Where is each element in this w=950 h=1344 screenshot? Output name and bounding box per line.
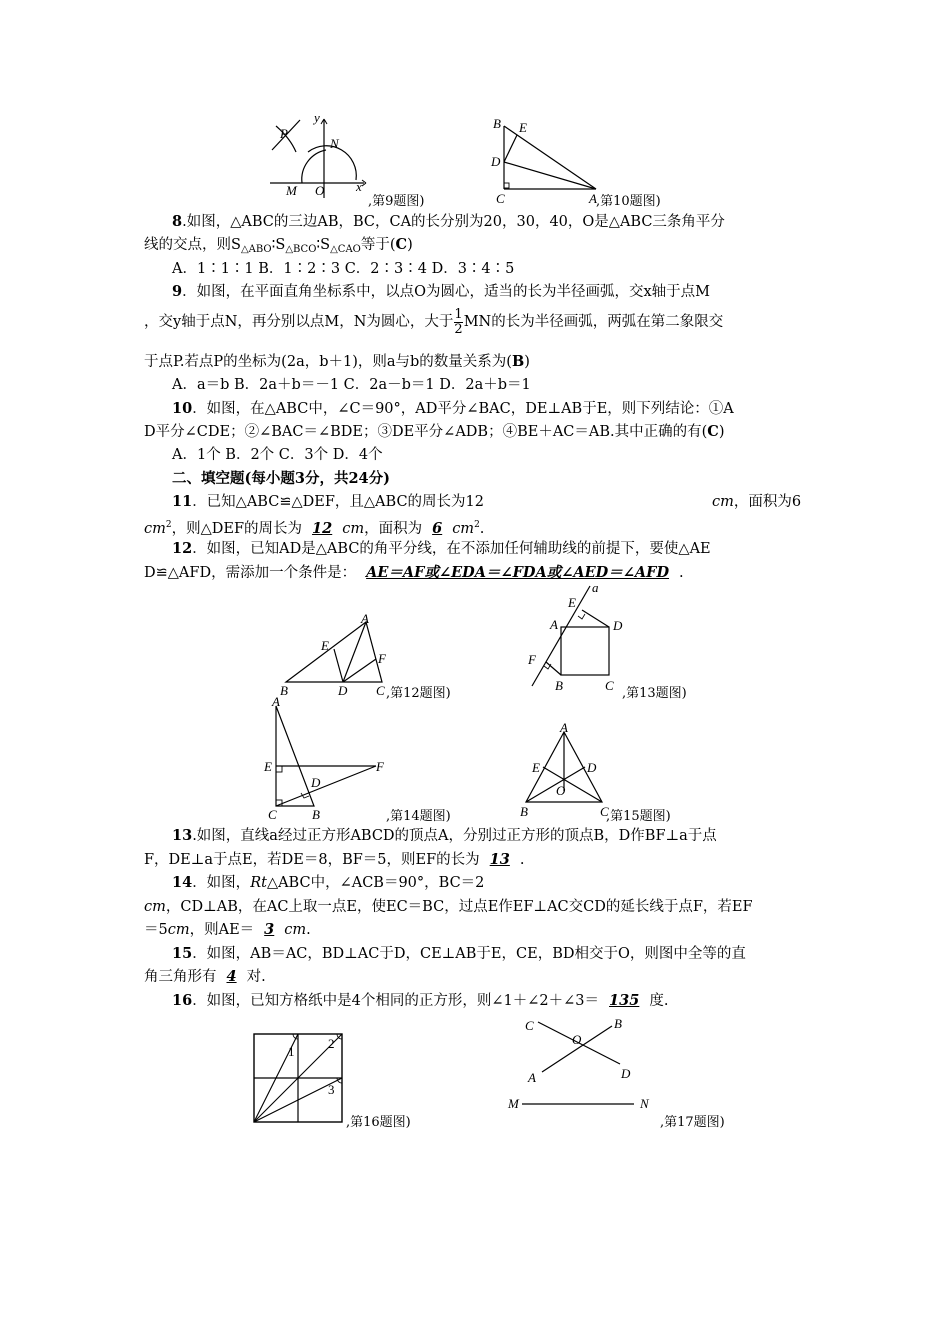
label-c: C xyxy=(600,804,609,819)
label-e: E xyxy=(568,595,576,610)
q9-text3b: ) xyxy=(524,354,530,370)
label-b: B xyxy=(312,807,320,822)
q9-line1 xyxy=(172,282,710,302)
q11-unit2: cm xyxy=(144,520,166,537)
q14-text1b: △ABC中，∠ACB＝90°，BC＝2 xyxy=(266,875,485,891)
figure-9-diagram xyxy=(266,110,376,200)
q14-line3 xyxy=(144,920,311,940)
q11-answer-perimeter: 12 xyxy=(312,519,333,537)
label-c: C xyxy=(525,1018,534,1033)
figure-14 xyxy=(264,696,394,822)
label-y: y xyxy=(314,110,320,125)
figure-9 xyxy=(266,110,376,200)
q15-text2a: 角三角形有 xyxy=(144,969,217,985)
q13-line1 xyxy=(172,826,717,846)
label-f: F xyxy=(376,759,384,774)
q11-line2 xyxy=(144,515,484,539)
q10-answer: C xyxy=(707,423,719,440)
q15-number: 15 xyxy=(172,945,193,962)
q14-answer: 3 xyxy=(264,921,275,938)
figure-15-caption: ,第15题图) xyxy=(606,809,671,824)
q8-text2d: 等于( xyxy=(360,237,396,253)
figure-17-caption: ,第17题图) xyxy=(660,1115,725,1130)
q11-line1 xyxy=(172,492,808,512)
square-abcd xyxy=(561,627,609,675)
figure-13-diagram xyxy=(524,582,634,694)
angle-1-label: 1 xyxy=(288,1044,295,1059)
label-d: D xyxy=(338,683,348,698)
q8-text2a: 线的交点，则S xyxy=(144,237,241,253)
q9-frac-num: 1 xyxy=(454,306,463,322)
q14-rt: Rt xyxy=(250,875,267,891)
label-f: F xyxy=(378,651,386,666)
q9-line2 xyxy=(144,306,723,338)
q8-sub3: △CAO xyxy=(330,244,361,255)
q11-text2d: ，面积为 xyxy=(364,520,423,537)
q13-text1: .如图，直线a经过正方形ABCD的顶点A，分别过正方形的顶点B，D作BF⊥a于点 xyxy=(192,828,717,844)
q9-text2a: ，交y轴于点N，再分别以点M，N为圆心，大于 xyxy=(144,314,454,330)
q9-line3 xyxy=(144,352,530,372)
label-a: A xyxy=(528,1070,536,1085)
figure-15 xyxy=(514,720,614,820)
label-o: O xyxy=(572,1032,582,1047)
arc-mn xyxy=(302,150,326,183)
q10-line1 xyxy=(172,399,734,419)
q14-line2 xyxy=(144,897,753,917)
q15-answer: 4 xyxy=(226,968,237,985)
label-c: C xyxy=(268,807,277,822)
q11-text1a: ．已知△ABC≌△DEF，且△ABC的周长为12 xyxy=(192,494,484,510)
figure-9-caption: ,第9题图) xyxy=(368,194,425,209)
q8-answer: C xyxy=(395,236,408,253)
q11-sup2: 2 xyxy=(474,520,480,530)
q9-text1: ．如图，在平面直角坐标系中，以点O为圆心，适当的长为半径画弧，交x轴于点M xyxy=(182,284,711,300)
q16-text1a: ．如图，已知方格纸中是4个相同的正方形，则∠1＋∠2＋∠3＝ xyxy=(192,993,600,1009)
q9-text2b: MN的长为半径画弧，两弧在第二象限交 xyxy=(463,314,724,330)
q11-text2b: ，则△DEF的周长为 xyxy=(171,520,303,537)
label-n: N xyxy=(640,1096,649,1111)
q8-sub2: △BCO xyxy=(285,244,317,255)
label-c: C xyxy=(376,683,385,698)
figure-12-diagram xyxy=(278,612,398,698)
label-f: F xyxy=(528,652,536,667)
section-2-heading: 二、填空题(每小题3分，共24分) xyxy=(172,470,390,487)
label-d: D xyxy=(613,618,623,633)
q8-options: A．1∶1∶1 B．1∶2∶3 C．2∶3∶4 D．3∶4∶5 xyxy=(172,261,515,277)
q11-text2f: . xyxy=(479,520,485,537)
label-p: P xyxy=(280,126,288,141)
q11-unit3: cm xyxy=(342,520,365,537)
q8-line2 xyxy=(144,235,413,260)
q11-number: 11 xyxy=(172,493,193,510)
q15-line2 xyxy=(144,967,266,987)
label-line-a: a xyxy=(592,580,599,595)
figure-17 xyxy=(500,1014,660,1134)
figure-12 xyxy=(278,612,398,698)
q14-unit2: cm xyxy=(167,922,190,938)
q14-text1a: ．如图， xyxy=(192,875,251,891)
q14-text3c: ，则AE＝ xyxy=(189,922,255,938)
label-e: E xyxy=(519,120,527,135)
q8-text2b: ∶S xyxy=(271,237,286,253)
q12-answer: AE＝AF或∠EDA＝∠FDA或∠AED＝∠AFD xyxy=(366,564,670,581)
q13-line2 xyxy=(144,850,524,870)
q14-line1 xyxy=(172,873,484,893)
label-b: B xyxy=(555,678,563,693)
q14-unit3: cm xyxy=(284,922,307,938)
figure-15-diagram xyxy=(514,720,614,820)
label-b: B xyxy=(493,116,501,131)
q8-number: 8 xyxy=(172,213,183,230)
q8-text2c: ∶S xyxy=(316,237,331,253)
q9-text3a: 于点P.若点P的坐标为(2a，b＋1)，则a与b的数量关系为( xyxy=(144,354,512,370)
label-x: x xyxy=(356,179,362,194)
angle-3-label: 3 xyxy=(328,1082,335,1097)
q13-answer: 13 xyxy=(489,851,510,868)
q10-text2a: D平分∠CDE；②∠BAC＝∠BDE；③DE平分∠ADB；④BE＋AC＝AB.其中正确的有( xyxy=(144,424,708,440)
q16-number: 16 xyxy=(172,992,193,1009)
q15-text2b: 对. xyxy=(246,969,266,985)
label-m: M xyxy=(286,183,297,198)
figure-14-caption: ,第14题图) xyxy=(386,809,451,824)
q14-number: 14 xyxy=(172,874,193,891)
q10-line2 xyxy=(144,422,725,442)
label-a: A xyxy=(589,191,597,206)
label-o: O xyxy=(315,183,325,198)
q14-text3a: ＝5 xyxy=(144,922,168,938)
figure-12-caption: ,第12题图) xyxy=(386,686,451,701)
figure-16-diagram xyxy=(252,1032,348,1128)
figure-14-diagram xyxy=(264,696,394,822)
q13-text2a: F，DE⊥a于点E，若DE＝8，BF＝5，则EF的长为 xyxy=(144,852,480,868)
q12-text1: ．如图，已知AD是△ABC的角平分线，在不添加任何辅助线的前提下，要使△AE xyxy=(192,541,711,557)
figure-13 xyxy=(524,582,634,694)
q9-fraction xyxy=(454,308,462,337)
q16-line1 xyxy=(172,991,668,1011)
q11-answer-area: 6 xyxy=(432,519,443,537)
label-d: D xyxy=(587,760,597,775)
label-m: M xyxy=(508,1096,519,1111)
q12-line2 xyxy=(144,563,684,583)
label-e: E xyxy=(264,759,272,774)
q9-frac-den: 2 xyxy=(454,321,463,337)
q12-number: 12 xyxy=(172,540,193,557)
q11-unit4: cm xyxy=(452,520,475,537)
label-o: O xyxy=(556,783,566,798)
label-e: E xyxy=(321,638,329,653)
q9-options: A．a＝b B．2a＋b＝－1 C．2a－b＝1 D．2a＋b＝1 xyxy=(172,377,531,393)
q11-text1c: ，面积为6 xyxy=(733,494,802,510)
q10-text2b: ) xyxy=(718,424,725,440)
figure-17-diagram xyxy=(500,1014,660,1134)
q8-text2e: ) xyxy=(407,237,413,253)
q13-number: 13 xyxy=(172,827,193,844)
q14-unit1: cm xyxy=(144,899,166,915)
label-c: C xyxy=(605,678,614,693)
label-a: A xyxy=(550,617,558,632)
q14-text2b: ，CD⊥AB，在AC上取一点E，使EC＝BC，过点E作EF⊥AC交CD的延长线于点F，若EF xyxy=(165,899,753,915)
q12-text2a: D≌△AFD，需添加一个条件是： xyxy=(144,565,357,581)
q15-text1: ．如图，AB＝AC，BD⊥AC于D，CE⊥AB于E，CE，BD相交于O，则图中全等的直 xyxy=(192,946,746,962)
label-d: D xyxy=(621,1066,631,1081)
label-n: N xyxy=(330,136,339,151)
angle-2-label: 2 xyxy=(328,1036,335,1051)
label-b: B xyxy=(520,804,528,819)
q13-text2b: . xyxy=(519,852,525,868)
q16-answer: 135 xyxy=(609,992,640,1009)
q12-line1 xyxy=(172,539,711,559)
label-a: A xyxy=(272,694,280,709)
q8-sub1: △ABO xyxy=(240,244,272,255)
figure-10-caption: ,第10题图) xyxy=(596,194,661,209)
figure-16-caption: ,第16题图) xyxy=(346,1115,411,1130)
q15-line1 xyxy=(172,944,746,964)
label-d: D xyxy=(311,775,321,790)
label-a: A xyxy=(361,611,369,626)
label-b: B xyxy=(280,683,288,698)
q8-text1: .如图，△ABC的三边AB，BC，CA的长分别为20，30，40，O是△ABC三条角平分 xyxy=(182,214,725,230)
q11-sup1: 2 xyxy=(165,520,172,530)
q11-unit1: cm xyxy=(712,494,734,510)
q9-number: 9 xyxy=(172,283,183,300)
label-a: A xyxy=(560,720,568,735)
label-d: D xyxy=(491,154,501,169)
figure-13-caption: ,第13题图) xyxy=(622,686,687,701)
q12-text2b: . xyxy=(679,565,684,581)
q10-number: 10 xyxy=(172,400,193,417)
q16-text1b: 度. xyxy=(649,993,669,1009)
q9-answer: B xyxy=(511,353,525,370)
figure-16 xyxy=(252,1032,348,1128)
label-b: B xyxy=(614,1016,622,1031)
q14-text3e: . xyxy=(306,922,311,938)
label-c: C xyxy=(496,191,505,206)
q8-line1 xyxy=(172,212,725,232)
q10-text1: ．如图，在△ABC中，∠C＝90°，AD平分∠BAC，DE⊥AB于E，则下列结论：①A xyxy=(192,401,734,417)
label-e: E xyxy=(532,760,540,775)
q10-options: A．1个 B．2个 C．3个 D．4个 xyxy=(172,447,383,463)
